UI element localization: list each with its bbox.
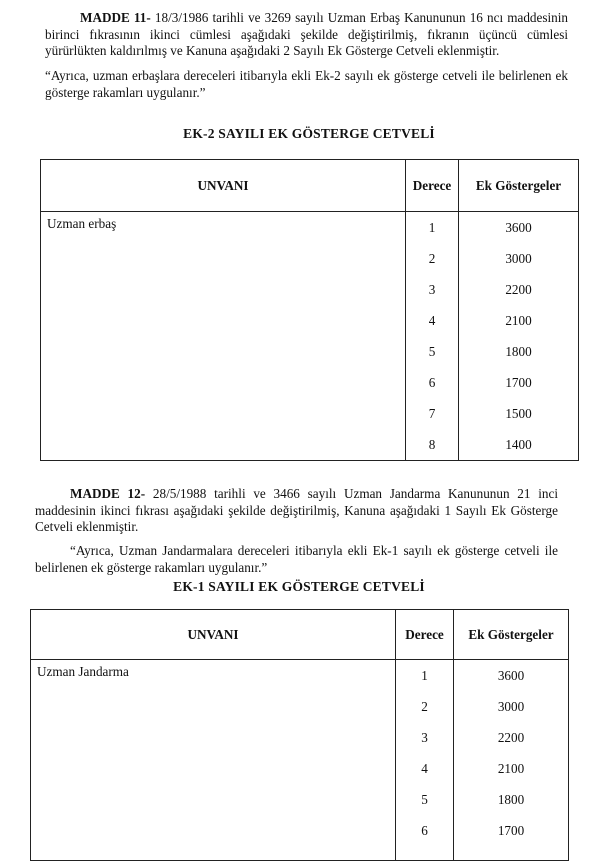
- gosterge-value: 2100: [505, 313, 532, 328]
- derece-value: 7: [428, 406, 436, 421]
- gosterge-value: 2200: [505, 282, 532, 297]
- gosterge-value: 3600: [505, 220, 532, 235]
- gosterge-value: 1500: [505, 406, 532, 421]
- header-unvan: UNVANI: [41, 160, 406, 212]
- gosterge-value: 3600: [497, 668, 525, 683]
- gosterge-value: 2100: [497, 761, 525, 776]
- gosterge-column: [454, 660, 569, 861]
- ek-1-gosterge-table: [30, 609, 569, 861]
- gosterge-value: 3000: [505, 251, 532, 266]
- gosterge-value: 3000: [497, 699, 525, 714]
- unvan-cell: Uzman erbaş: [41, 212, 406, 461]
- table-2-title: EK-1 SAYILI EK GÖSTERGE CETVELİ: [173, 579, 425, 594]
- gosterge-value: 2200: [497, 730, 525, 745]
- derece-value: 6: [428, 375, 436, 390]
- gosterge-column: [459, 212, 579, 461]
- gosterge-value: 1800: [497, 792, 525, 807]
- madde-12-label: MADDE 12-: [70, 486, 146, 501]
- derece-column: [396, 660, 454, 861]
- derece-value: 4: [421, 761, 428, 776]
- gosterge-value: 1700: [505, 375, 532, 390]
- derece-value: 8: [428, 437, 436, 452]
- madde-11-quote: “Ayrıca, uzman erbaşlara dereceleri itibarıyla ekli Ek-2 sayılı ek gösterge cetveli ile belirlenen ek gösterge rakamları uygulanır.”: [45, 68, 568, 100]
- derece-value: 1: [421, 668, 428, 683]
- derece-list: [406, 212, 458, 460]
- madde-12-text: 28/5/1988 tarihli ve 3466 sayılı Uzman Jandarma Kanununun 21 inci maddesinin ikinci fıkrası aşağıdaki şekilde değiştirilmiş, Kanuna aşağıdaki 1 Sayılı Ek Gösterge Cetveli eklenmiştir.: [35, 486, 559, 535]
- gosterge-value: 1700: [497, 823, 525, 838]
- gosterge-value: 1400: [505, 437, 532, 452]
- table-1-title: EK-2 SAYILI EK GÖSTERGE CETVELİ: [183, 126, 435, 141]
- derece-value: 5: [428, 344, 436, 359]
- table-row: [31, 660, 569, 861]
- derece-value: 4: [428, 313, 436, 328]
- madde-11-label: MADDE 11-: [80, 10, 151, 25]
- madde-11-paragraph: [45, 10, 568, 60]
- derece-value: 5: [421, 792, 428, 807]
- table-header-row: [31, 610, 569, 660]
- madde-12-quote: “Ayrıca, Uzman Jandarmalara dereceleri itibarıyla ekli Ek-1 sayılı ek gösterge cetveli ile belirlenen ek gösterge rakamları uygulanır.”: [35, 543, 558, 575]
- gosterge-value: 1800: [505, 344, 532, 359]
- derece-value: 1: [428, 220, 436, 235]
- derece-column: [406, 212, 459, 461]
- madde-12-paragraph: [35, 486, 558, 536]
- derece-value: 6: [421, 823, 428, 838]
- gosterge-list: [454, 660, 568, 846]
- derece-value: 3: [421, 730, 428, 745]
- derece-value: 3: [428, 282, 436, 297]
- header-unvan: UNVANI: [31, 610, 396, 660]
- derece-list: [396, 660, 453, 846]
- header-ek-gostergeler: Ek Göstergeler: [459, 160, 579, 212]
- madde-11-text: 18/3/1986 tarihli ve 3269 sayılı Uzman Erbaş Kanununun 16 ncı maddesinin birinci fıkrasının ikinci cümlesi aşağıdaki şekilde değiştirilmiş, fıkranın üçüncü cümlesi yürürlükten kaldırılmış ve Kanuna aşağıdaki 2 Sayılı Ek Gösterge Cetveli eklenmiştir.: [45, 10, 569, 59]
- gosterge-list: [459, 212, 578, 460]
- derece-value: 2: [421, 699, 428, 714]
- unvan-cell: Uzman Jandarma: [31, 660, 396, 861]
- table-row: [41, 212, 579, 461]
- header-derece: Derece: [406, 160, 459, 212]
- table-header-row: [41, 160, 579, 212]
- header-derece: Derece: [396, 610, 454, 660]
- derece-value: 2: [428, 251, 436, 266]
- ek-2-gosterge-table: [40, 159, 579, 461]
- header-ek-gostergeler: Ek Göstergeler: [454, 610, 569, 660]
